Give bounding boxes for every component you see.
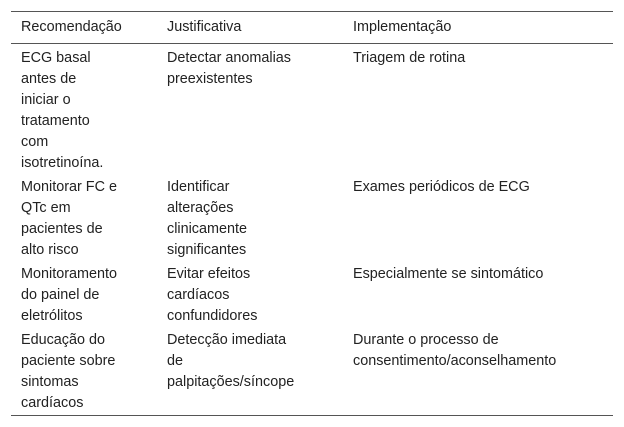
cell-justificativa <box>157 262 343 328</box>
cell-line: ECG basal <box>21 50 91 66</box>
cell-line: isotretinoína. <box>21 155 104 171</box>
cell-line: preexistentes <box>167 71 253 87</box>
cell-line: Especialmente se sintomático <box>353 266 544 282</box>
table-row <box>11 44 613 176</box>
cell-recomendacao <box>11 44 157 176</box>
cell-line: Triagem de rotina <box>353 50 466 66</box>
table-row <box>11 262 613 328</box>
cell-line: confundidores <box>167 308 258 324</box>
cell-justificativa <box>157 175 343 262</box>
cell-line: QTc em <box>21 200 71 216</box>
table-row <box>11 175 613 262</box>
cell-line: eletrólitos <box>21 308 83 324</box>
cell-line: Durante o processo de <box>353 332 499 348</box>
header-justificativa: Justificativa <box>167 19 242 35</box>
cell-justificativa <box>157 44 343 176</box>
cell-line: com <box>21 134 49 150</box>
recommendations-table <box>11 11 613 416</box>
cell-justificativa <box>157 328 343 416</box>
cell-implementacao <box>343 44 613 176</box>
cell-line: Monitoramento <box>21 266 117 282</box>
cell-implementacao <box>343 175 613 262</box>
cell-line: Detectar anomalias <box>167 50 291 66</box>
header-row <box>11 12 613 44</box>
cell-line: antes de <box>21 71 77 87</box>
cell-line: alto risco <box>21 242 79 258</box>
cell-line: alterações <box>167 200 234 216</box>
header-implementacao: Implementação <box>353 19 452 35</box>
cell-line: do painel de <box>21 287 100 303</box>
cell-line: sintomas <box>21 374 79 390</box>
cell-line: tratamento <box>21 113 90 129</box>
header-recomendacao: Recomendação <box>21 19 122 35</box>
cell-line: Detecção imediata <box>167 332 287 348</box>
cell-implementacao <box>343 262 613 328</box>
cell-recomendacao <box>11 262 157 328</box>
cell-line: palpitações/síncope <box>167 374 295 390</box>
cell-line: paciente sobre <box>21 353 116 369</box>
cell-line: Evitar efeitos <box>167 266 251 282</box>
cell-line: Identificar <box>167 179 230 195</box>
cell-line: significantes <box>167 242 247 258</box>
cell-recomendacao <box>11 328 157 416</box>
table-row <box>11 328 613 416</box>
cell-line: Exames periódicos de ECG <box>353 179 530 195</box>
cell-line: iniciar o <box>21 92 71 108</box>
cell-line: cardíacos <box>167 287 230 303</box>
cell-line: cardíacos <box>21 395 84 411</box>
cell-line: pacientes de <box>21 221 103 237</box>
cell-implementacao <box>343 328 613 416</box>
cell-line: de <box>167 353 184 369</box>
cell-line: consentimento/aconselhamento <box>353 353 557 369</box>
cell-line: Educação do <box>21 332 106 348</box>
cell-recomendacao <box>11 175 157 262</box>
cell-line: Monitorar FC e <box>21 179 117 195</box>
cell-line: clinicamente <box>167 221 247 237</box>
